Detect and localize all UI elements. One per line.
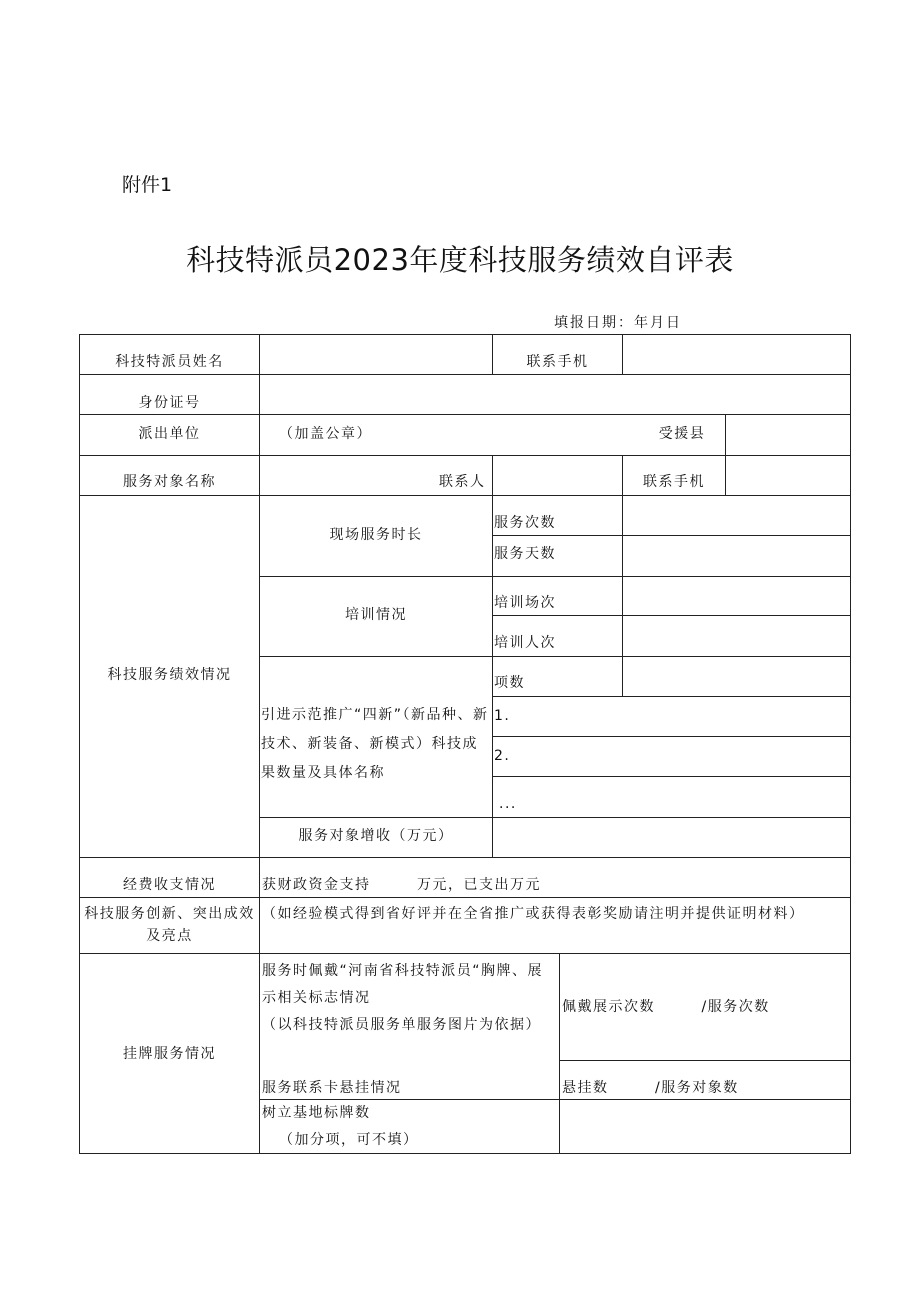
phone-label: 联系手机 [526, 354, 589, 370]
aided-county-field[interactable] [726, 415, 850, 455]
row-divider [79, 897, 851, 898]
badge-evidence-note: （以科技特派员服务单服务图片为依据） [262, 1017, 541, 1033]
row-divider [492, 696, 851, 697]
innovation-label: 科技服务创新、突出成效及亮点 [84, 906, 255, 944]
training-label: 培训情况 [345, 607, 407, 623]
dispatch-unit-label: 派出单位 [138, 426, 201, 442]
training-people-field[interactable] [623, 616, 850, 656]
name-label: 科技特派员姓名 [115, 354, 224, 370]
badge-ratio: 佩戴展示次数 /服务次数 [562, 999, 770, 1015]
row-divider [79, 953, 851, 954]
contact-label: 联系人 [439, 474, 486, 490]
page-title: 科技特派员2023年度科技服务绩效自评表 [186, 243, 734, 277]
card-label: 服务联系卡悬挂情况 [262, 1080, 402, 1096]
table-border-left [79, 334, 80, 1154]
annex-label: 附件1 [122, 174, 173, 196]
fill-date-label: 填报日期：年月日 [554, 315, 682, 331]
income-label: 服务对象增收（万元） [298, 828, 454, 844]
service-target-label: 服务对象名称 [123, 474, 216, 490]
item-count-field[interactable] [623, 657, 850, 696]
aided-county-label: 受援县 [658, 426, 706, 442]
onsite-duration-label: 现场服务时长 [329, 527, 423, 543]
column-divider [492, 455, 493, 858]
row-divider [492, 776, 851, 777]
item-more: ... [499, 796, 517, 812]
innovation-text: （如经验模式得到省好评并在全省推广或获得表彰奖励请注明并提供证明材料） [262, 906, 805, 922]
row-divider [79, 857, 851, 858]
row-divider [492, 736, 851, 737]
base-note: （加分项，可不填） [279, 1132, 419, 1148]
id-number-field[interactable] [260, 375, 850, 414]
training-people-label: 培训人次 [494, 635, 556, 651]
performance-label: 科技服务绩效情况 [107, 667, 232, 683]
table-border-right [850, 334, 851, 1154]
name-field[interactable] [260, 335, 492, 374]
badge-text: 服务时佩戴“河南省科技特派员“胸牌、展示相关标志情况 [262, 963, 544, 1006]
phone-field[interactable] [623, 335, 850, 374]
four-new-label: 引进示范推广“四新”（新品种、新技术、新装备、新模式）科技成果数量及具体名称 [261, 707, 489, 781]
funding-text: 获财政资金支持 万元，已支出万元 [262, 877, 541, 893]
service-days-field[interactable] [623, 536, 850, 576]
training-sessions-field[interactable] [623, 577, 850, 615]
funding-label: 经费收支情况 [123, 877, 216, 893]
service-days-label: 服务天数 [494, 546, 556, 562]
contact-phone-field[interactable] [726, 456, 850, 495]
base-count-field[interactable] [560, 1100, 850, 1153]
seal-note: （加盖公章） [279, 426, 372, 442]
training-sessions-label: 培训场次 [494, 595, 556, 611]
income-field[interactable] [493, 818, 850, 857]
contact-field[interactable] [493, 456, 622, 495]
signage-label: 挂牌服务情况 [123, 1046, 216, 1062]
evaluation-form-table [79, 334, 851, 1154]
service-times-field[interactable] [623, 496, 850, 535]
base-label: 树立基地标牌数 [262, 1105, 371, 1121]
contact-phone-label: 联系手机 [643, 474, 705, 490]
card-ratio: 悬挂数 /服务对象数 [562, 1080, 739, 1096]
service-times-label: 服务次数 [494, 515, 556, 531]
table-border-bottom [79, 1153, 851, 1154]
column-divider [259, 334, 260, 1154]
row-divider [559, 1060, 851, 1061]
item-1: 1. [494, 708, 511, 724]
item-count-label: 项数 [494, 675, 525, 691]
id-label: 身份证号 [138, 395, 201, 411]
item-2: 2. [494, 748, 511, 764]
